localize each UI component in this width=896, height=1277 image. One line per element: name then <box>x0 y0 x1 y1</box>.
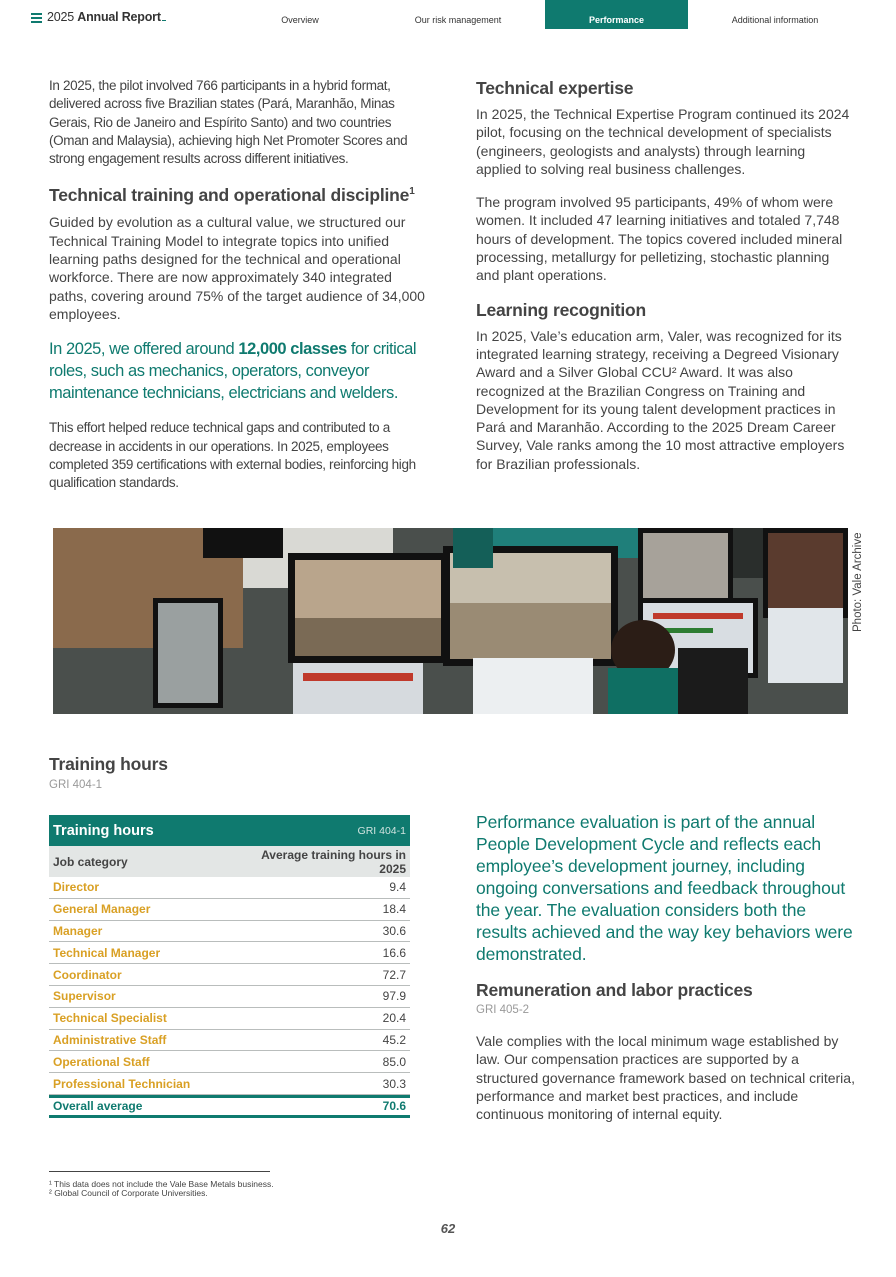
training-hours-cell: 18.4 <box>382 902 406 917</box>
table-row <box>49 942 410 964</box>
tab-overview[interactable]: Overview <box>281 15 319 25</box>
training-hours-section <box>49 754 349 791</box>
job-category-cell: Technical Specialist <box>53 1011 167 1026</box>
training-hours-cell: 9.4 <box>389 880 406 895</box>
training-model-paragraph: Guided by evolution as a cultural value, we structured our Technical Training Model to integrate topics into unified learning paths designed for the technical and operational workforce. There are now approximately 340 integrated paths, covering around 75% of the target audience of 34,000 employees. <box>49 214 425 322</box>
photo-credit: Photo: Vale Archive <box>852 532 864 632</box>
job-category-cell: Supervisor <box>53 989 116 1004</box>
job-category-cell: Director <box>53 880 100 895</box>
training-hours-cell: 30.6 <box>382 923 406 938</box>
left-column <box>49 77 425 492</box>
job-category-cell: Technical Manager <box>53 945 161 960</box>
table-row <box>49 1051 410 1073</box>
training-hours-table <box>49 815 410 1118</box>
recognition-paragraph: In 2025, Vale’s education arm, Valer, was recognized for its integrated learning strategy, receiving a Degreed Visionary Award and a Silver Global CCU² Award. It was also recognized at the Brazilian Congress on Training and Development for its young talent development practices in Pará and Maranhão. According to the 2025 Dream Career Survey, Vale ranks among the 10 most attractive employers for Brazilian professionals. <box>476 327 845 472</box>
top-navigation-bar <box>0 0 896 30</box>
training-hours-cell: 16.6 <box>382 945 406 960</box>
table-gri: GRI 404-1 <box>357 824 406 837</box>
table-row <box>49 877 410 899</box>
pilot-intro-paragraph: In 2025, the pilot involved 766 participants in a hybrid format, delivered across five Brazilian states (Pará, Maranhão, Minas Gerais, Rio de Janeiro and Espírito Santo) and two countries (Oman and Malaysia), achieving high Net Promoter Scores and strong engagement results across different initiatives. <box>49 78 408 167</box>
tab-performance[interactable]: Performance <box>545 0 688 29</box>
effort-paragraph: This effort helped reduce technical gaps and contributed to a decrease in accidents in our operations. In 2025, employees completed 359 certifications with external bodies, reinforcing high qualification standards. <box>49 420 416 491</box>
right-column <box>476 78 852 473</box>
table-row <box>49 964 410 986</box>
table-row <box>49 1030 410 1052</box>
control-room-photo <box>53 528 848 714</box>
table-row <box>49 921 410 943</box>
table-header-row <box>49 846 410 877</box>
table-row <box>49 986 410 1008</box>
job-category-cell: Manager <box>53 923 103 938</box>
column-header-hours: Average training hours in 2025 <box>261 847 406 876</box>
total-value: 70.6 <box>382 1099 406 1114</box>
job-category-cell: Coordinator <box>53 967 122 982</box>
report-year: 2025 <box>47 10 75 24</box>
table-row <box>49 899 410 921</box>
job-category-cell: General Manager <box>53 902 151 917</box>
footnote-divider <box>49 1171 270 1172</box>
training-hours-cell: 72.7 <box>382 967 406 982</box>
footnote-2: ² Global Council of Corporate Universities. <box>49 1188 208 1198</box>
expertise-paragraph-2: The program involved 95 participants, 49% of whom were women. It included 47 learning initiatives and totaled 7,748 hours of development. The topics covered included mineral processing, metallurgy for pelletizing, stochastic planning and plant operations. <box>476 194 843 284</box>
page-number: 62 <box>440 1221 456 1236</box>
training-hours-cell: 97.9 <box>382 989 406 1004</box>
job-category-cell: Operational Staff <box>53 1054 150 1069</box>
table-title-bar <box>49 815 410 846</box>
classes-count: 12,000 classes <box>238 340 347 359</box>
training-hours-cell: 20.4 <box>382 1011 406 1026</box>
technical-training-heading: Technical training and operational discipline$^1$ <box>49 185 415 206</box>
table-title: Training hours <box>53 822 154 839</box>
training-hours-cell: 85.0 <box>382 1054 406 1069</box>
training-hours-heading: Training hours <box>49 754 168 774</box>
training-hours-cell: 45.2 <box>382 1032 406 1047</box>
tab-additional-information[interactable]: Additional information <box>731 15 819 25</box>
job-category-cell: Administrative Staff <box>53 1032 167 1047</box>
table-body <box>49 877 410 1095</box>
remuneration-paragraph: Vale complies with the local minimum wage established by law. Our compensation practices are supported by a structured governance framework based on technical criteria, performance and market best practices, and include continuous monitoring of internal equity. <box>476 1033 855 1123</box>
job-category-cell: Professional Technician <box>53 1076 191 1091</box>
remuneration-gri: GRI 405-2 <box>476 1004 530 1016</box>
total-label: Overall average <box>53 1099 143 1114</box>
learning-recognition-heading: Learning recognition <box>476 299 647 320</box>
column-header-category: Job category <box>53 854 128 869</box>
performance-evaluation-quote: Performance evaluation is part of the annual People Development Cycle and reflects each employee’s development journey, including ongoing conversations and feedback throughout the year. The evaluation considers both the results achieved and the way key behaviors were demonstrated. <box>476 812 853 964</box>
footnote-1: ¹ This data does not include the Vale Base Metals business. <box>49 1179 274 1189</box>
training-hours-cell: 30.3 <box>382 1076 406 1091</box>
expertise-paragraph-1: In 2025, the Technical Expertise Program continued its 2024 pilot, focusing on the technical development of specialists (engineers, geologists and analysts) through learning applied to solving real business challenges. <box>476 106 850 177</box>
table-total-row <box>49 1095 410 1118</box>
hamburger-menu-icon[interactable] <box>31 13 42 23</box>
report-brand[interactable] <box>47 10 166 24</box>
table-row <box>49 1008 410 1030</box>
remuneration-heading: Remuneration and labor practices <box>476 980 753 1000</box>
report-title: Annual Report <box>77 10 161 24</box>
technical-expertise-heading: Technical expertise <box>476 78 634 98</box>
evaluation-column <box>476 811 856 1123</box>
training-hours-gri: GRI 404-1 <box>49 779 103 791</box>
footnote-marker: 1 <box>409 186 415 198</box>
tab-risk-management[interactable]: Our risk management <box>414 15 502 25</box>
table-row <box>49 1073 410 1095</box>
classes-highlight-quote: In 2025, we offered around 12,000 classes for critical roles, such as mechanics, operators, conveyor maintenance technicians, electricians and welders. <box>49 340 417 403</box>
